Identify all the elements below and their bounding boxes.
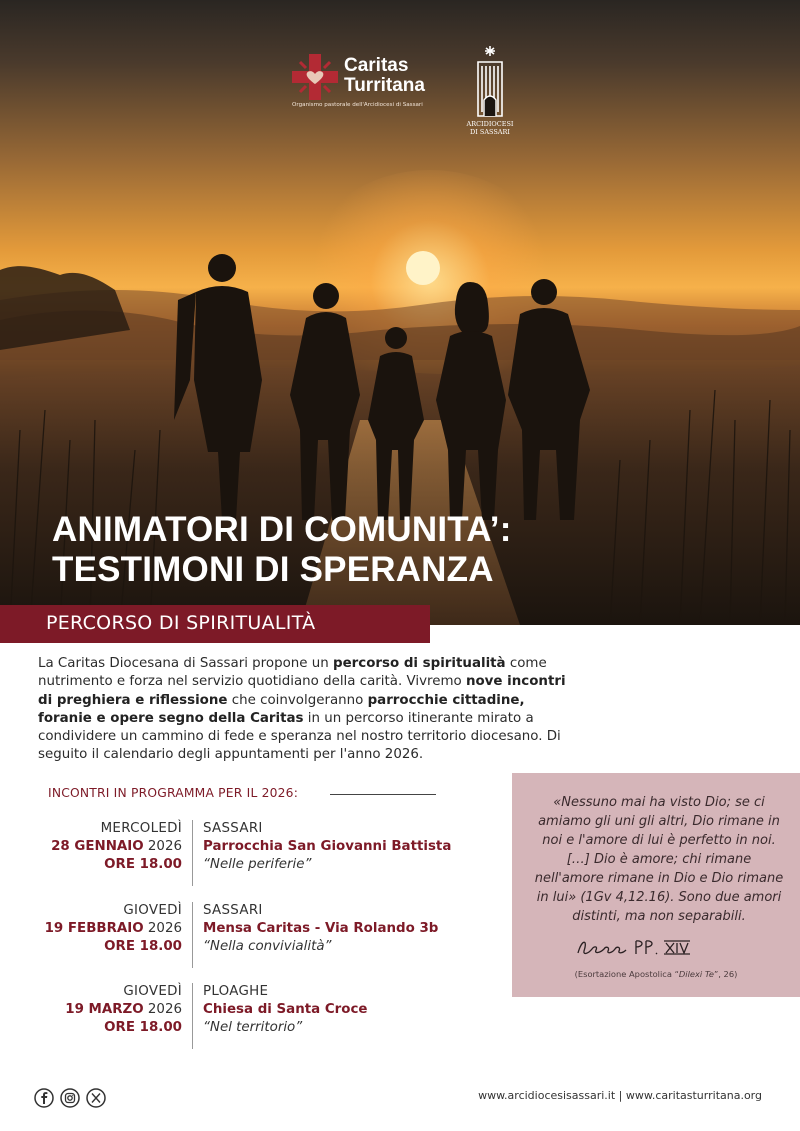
- event-datetime: [0, 902, 182, 956]
- event-details: [203, 983, 368, 1037]
- schedule-heading-rule: [330, 794, 436, 795]
- intro-text-1: La Caritas Diocesana di Sassari propone un: [38, 656, 333, 671]
- caritas-logo: [292, 52, 442, 116]
- event-place: SASSARI: [203, 821, 263, 836]
- x-icon[interactable]: [86, 1088, 106, 1108]
- intro-text-4: in un percorso itinerante mirato a condividere un cammino di fede e speranza nel nostro territorio diocesano. Di seguito il calendario degli appuntamenti per l'anno 2026.: [38, 710, 561, 763]
- event-place: PLOAGHE: [203, 984, 269, 999]
- instagram-icon[interactable]: [60, 1088, 80, 1108]
- social-links: [34, 1088, 114, 1110]
- title-line1: ANIMATORI DI COMUNITA’:: [52, 510, 512, 549]
- quote-source-post: ”, 26): [713, 969, 738, 979]
- intro-paragraph: [38, 655, 578, 765]
- quote-box: [512, 773, 800, 997]
- diocese-logo: [466, 44, 514, 140]
- event-details: [203, 902, 438, 956]
- event-weekday: GIOVEDÌ: [123, 984, 182, 999]
- quote-source-title: Dilexi Te: [678, 969, 714, 979]
- event-details: [203, 820, 451, 874]
- event-date: 28 GENNAIO: [51, 839, 144, 854]
- event-time: ORE 18.00: [104, 1020, 182, 1035]
- event-venue: Parrocchia San Giovanni Battista: [203, 839, 452, 854]
- event-datetime: [0, 820, 182, 874]
- event-divider: [192, 820, 193, 886]
- intro-bold-1: percorso di spiritualità: [332, 656, 506, 671]
- intro-text-2: come nutrimento e forza nel servizio quotidiano della carità. Vivremo: [38, 656, 547, 690]
- event-time: ORE 18.00: [104, 857, 182, 872]
- intro-text-3: che coinvolgeranno: [227, 692, 368, 708]
- event-divider: [192, 902, 193, 968]
- event-time: ORE 18.00: [104, 939, 182, 954]
- schedule-heading-text: INCONTRI IN PROGRAMMA PER IL 2026:: [48, 786, 299, 800]
- schedule-heading: [48, 786, 433, 804]
- caritas-name-line2: Turritana: [344, 75, 425, 96]
- event-year: 2026: [143, 839, 182, 854]
- event-date: 19 MARZO: [65, 1002, 144, 1017]
- event-item: [0, 983, 470, 1053]
- footer-links[interactable]: www.arcidiocesisassari.it | www.caritasturritana.org: [478, 1089, 762, 1102]
- quote-source-pre: (Esortazione Apostolica “: [574, 969, 679, 979]
- quote-source: [512, 969, 800, 979]
- subtitle-text: PERCORSO DI SPIRITUALITÀ: [46, 612, 316, 634]
- caritas-tagline: Organismo pastorale dell'Arcidiocesi di Sassari: [292, 102, 423, 108]
- event-weekday: MERCOLEDÌ: [100, 821, 182, 836]
- diocese-name-line1: ARCIDIOCESI: [466, 120, 514, 128]
- event-year: 2026: [143, 1002, 182, 1017]
- event-divider: [192, 983, 193, 1049]
- caritas-name-line1: Caritas: [344, 55, 409, 76]
- page-title: [52, 510, 512, 590]
- caritas-cross-icon: [292, 54, 338, 100]
- event-theme: “Nella convivialità”: [203, 939, 332, 954]
- event-item: [0, 820, 470, 890]
- event-datetime: [0, 983, 182, 1037]
- event-item: [0, 902, 470, 972]
- title-line2: TESTIMONI DI SPERANZA: [52, 550, 494, 589]
- event-venue: Chiesa di Santa Croce: [203, 1002, 368, 1017]
- intro-bold-2: nove incontri di preghiera e riflessione: [38, 674, 566, 708]
- event-weekday: GIOVEDÌ: [123, 903, 182, 918]
- cathedral-icon: [470, 44, 510, 120]
- event-theme: “Nelle periferie”: [203, 857, 312, 872]
- diocese-name-line2: DI SASSARI: [470, 128, 510, 136]
- event-place: SASSARI: [203, 903, 263, 918]
- pope-signature: [574, 935, 694, 959]
- quote-text: «Nessuno mai ha visto Dio; se ci amiamo gli uni gli altri, Dio rimane in noi e l'amore di lui è perfetto in noi. […] Dio è amore; chi rimane nell'amore rimane in Dio e Dio rimane in lui» (1Gv 4,12.16). Sono due amori distinti, ma non separabili.: [534, 795, 784, 924]
- event-venue: Mensa Caritas - Via Rolando 3b: [203, 921, 439, 936]
- event-date: 19 FEBBRAIO: [44, 921, 144, 936]
- intro-bold-3: parrocchie cittadine, foranie e opere segno della Caritas: [38, 692, 525, 726]
- event-theme: “Nel territorio”: [203, 1020, 303, 1035]
- facebook-icon[interactable]: [34, 1088, 54, 1108]
- subtitle-ribbon: [0, 605, 430, 643]
- event-year: 2026: [143, 921, 182, 936]
